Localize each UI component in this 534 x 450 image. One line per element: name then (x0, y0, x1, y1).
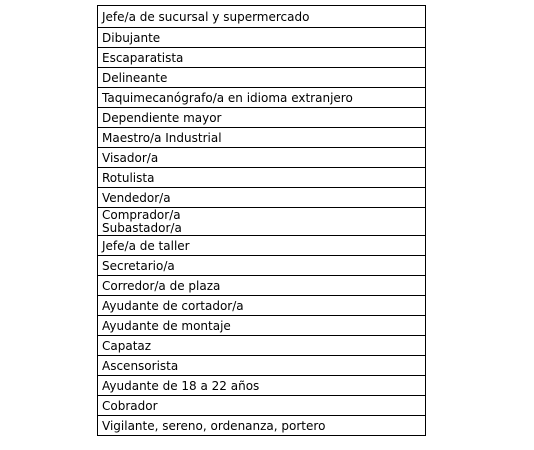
job-title: Vendedor/a (102, 190, 171, 205)
table-row (98, 27, 425, 47)
table-row (98, 275, 425, 295)
job-title: Dependiente mayor (102, 110, 222, 125)
job-title: Ayudante de cortador/a (102, 298, 244, 313)
table-row (98, 187, 425, 207)
table-row (98, 127, 425, 147)
job-title: Ascensorista (102, 358, 179, 373)
job-title: Maestro/a Industrial (102, 130, 222, 145)
table-row (98, 315, 425, 335)
job-title: Jefe/a de sucursal y supermercado (102, 9, 310, 24)
job-title: Rotulista (102, 170, 155, 185)
job-title: Delineante (102, 70, 168, 85)
job-title: Comprador/a (102, 207, 181, 222)
table-row (98, 147, 425, 167)
table-row (98, 167, 425, 187)
table-row (98, 107, 425, 127)
job-title: Dibujante (102, 30, 161, 45)
table-row (98, 255, 425, 275)
job-category-table (97, 5, 426, 436)
table-row (98, 295, 425, 315)
job-title: Cobrador (102, 398, 158, 413)
table-row (98, 415, 425, 435)
table-row (98, 235, 425, 255)
job-title: Secretario/a (102, 258, 175, 273)
job-title: Corredor/a de plaza (102, 278, 221, 293)
job-title: Subastador/a (102, 220, 182, 235)
table-row (98, 375, 425, 395)
job-title: Ayudante de 18 a 22 años (102, 378, 260, 393)
table-row (98, 67, 425, 87)
job-title: Vigilante, sereno, ordenanza, portero (102, 418, 326, 433)
job-title: Escaparatista (102, 50, 184, 65)
table-row (98, 87, 425, 107)
job-title: Capataz (102, 338, 152, 353)
table-row (98, 395, 425, 415)
table-row (98, 355, 425, 375)
job-title: Ayudante de montaje (102, 318, 231, 333)
table-row (98, 47, 425, 67)
table-row (98, 335, 425, 355)
job-title: Taquimecanógrafo/a en idioma extranjero (102, 90, 353, 105)
job-title: Visador/a (102, 150, 159, 165)
job-title: Jefe/a de taller (102, 238, 190, 253)
table-row (98, 6, 425, 27)
table-row (98, 207, 425, 235)
